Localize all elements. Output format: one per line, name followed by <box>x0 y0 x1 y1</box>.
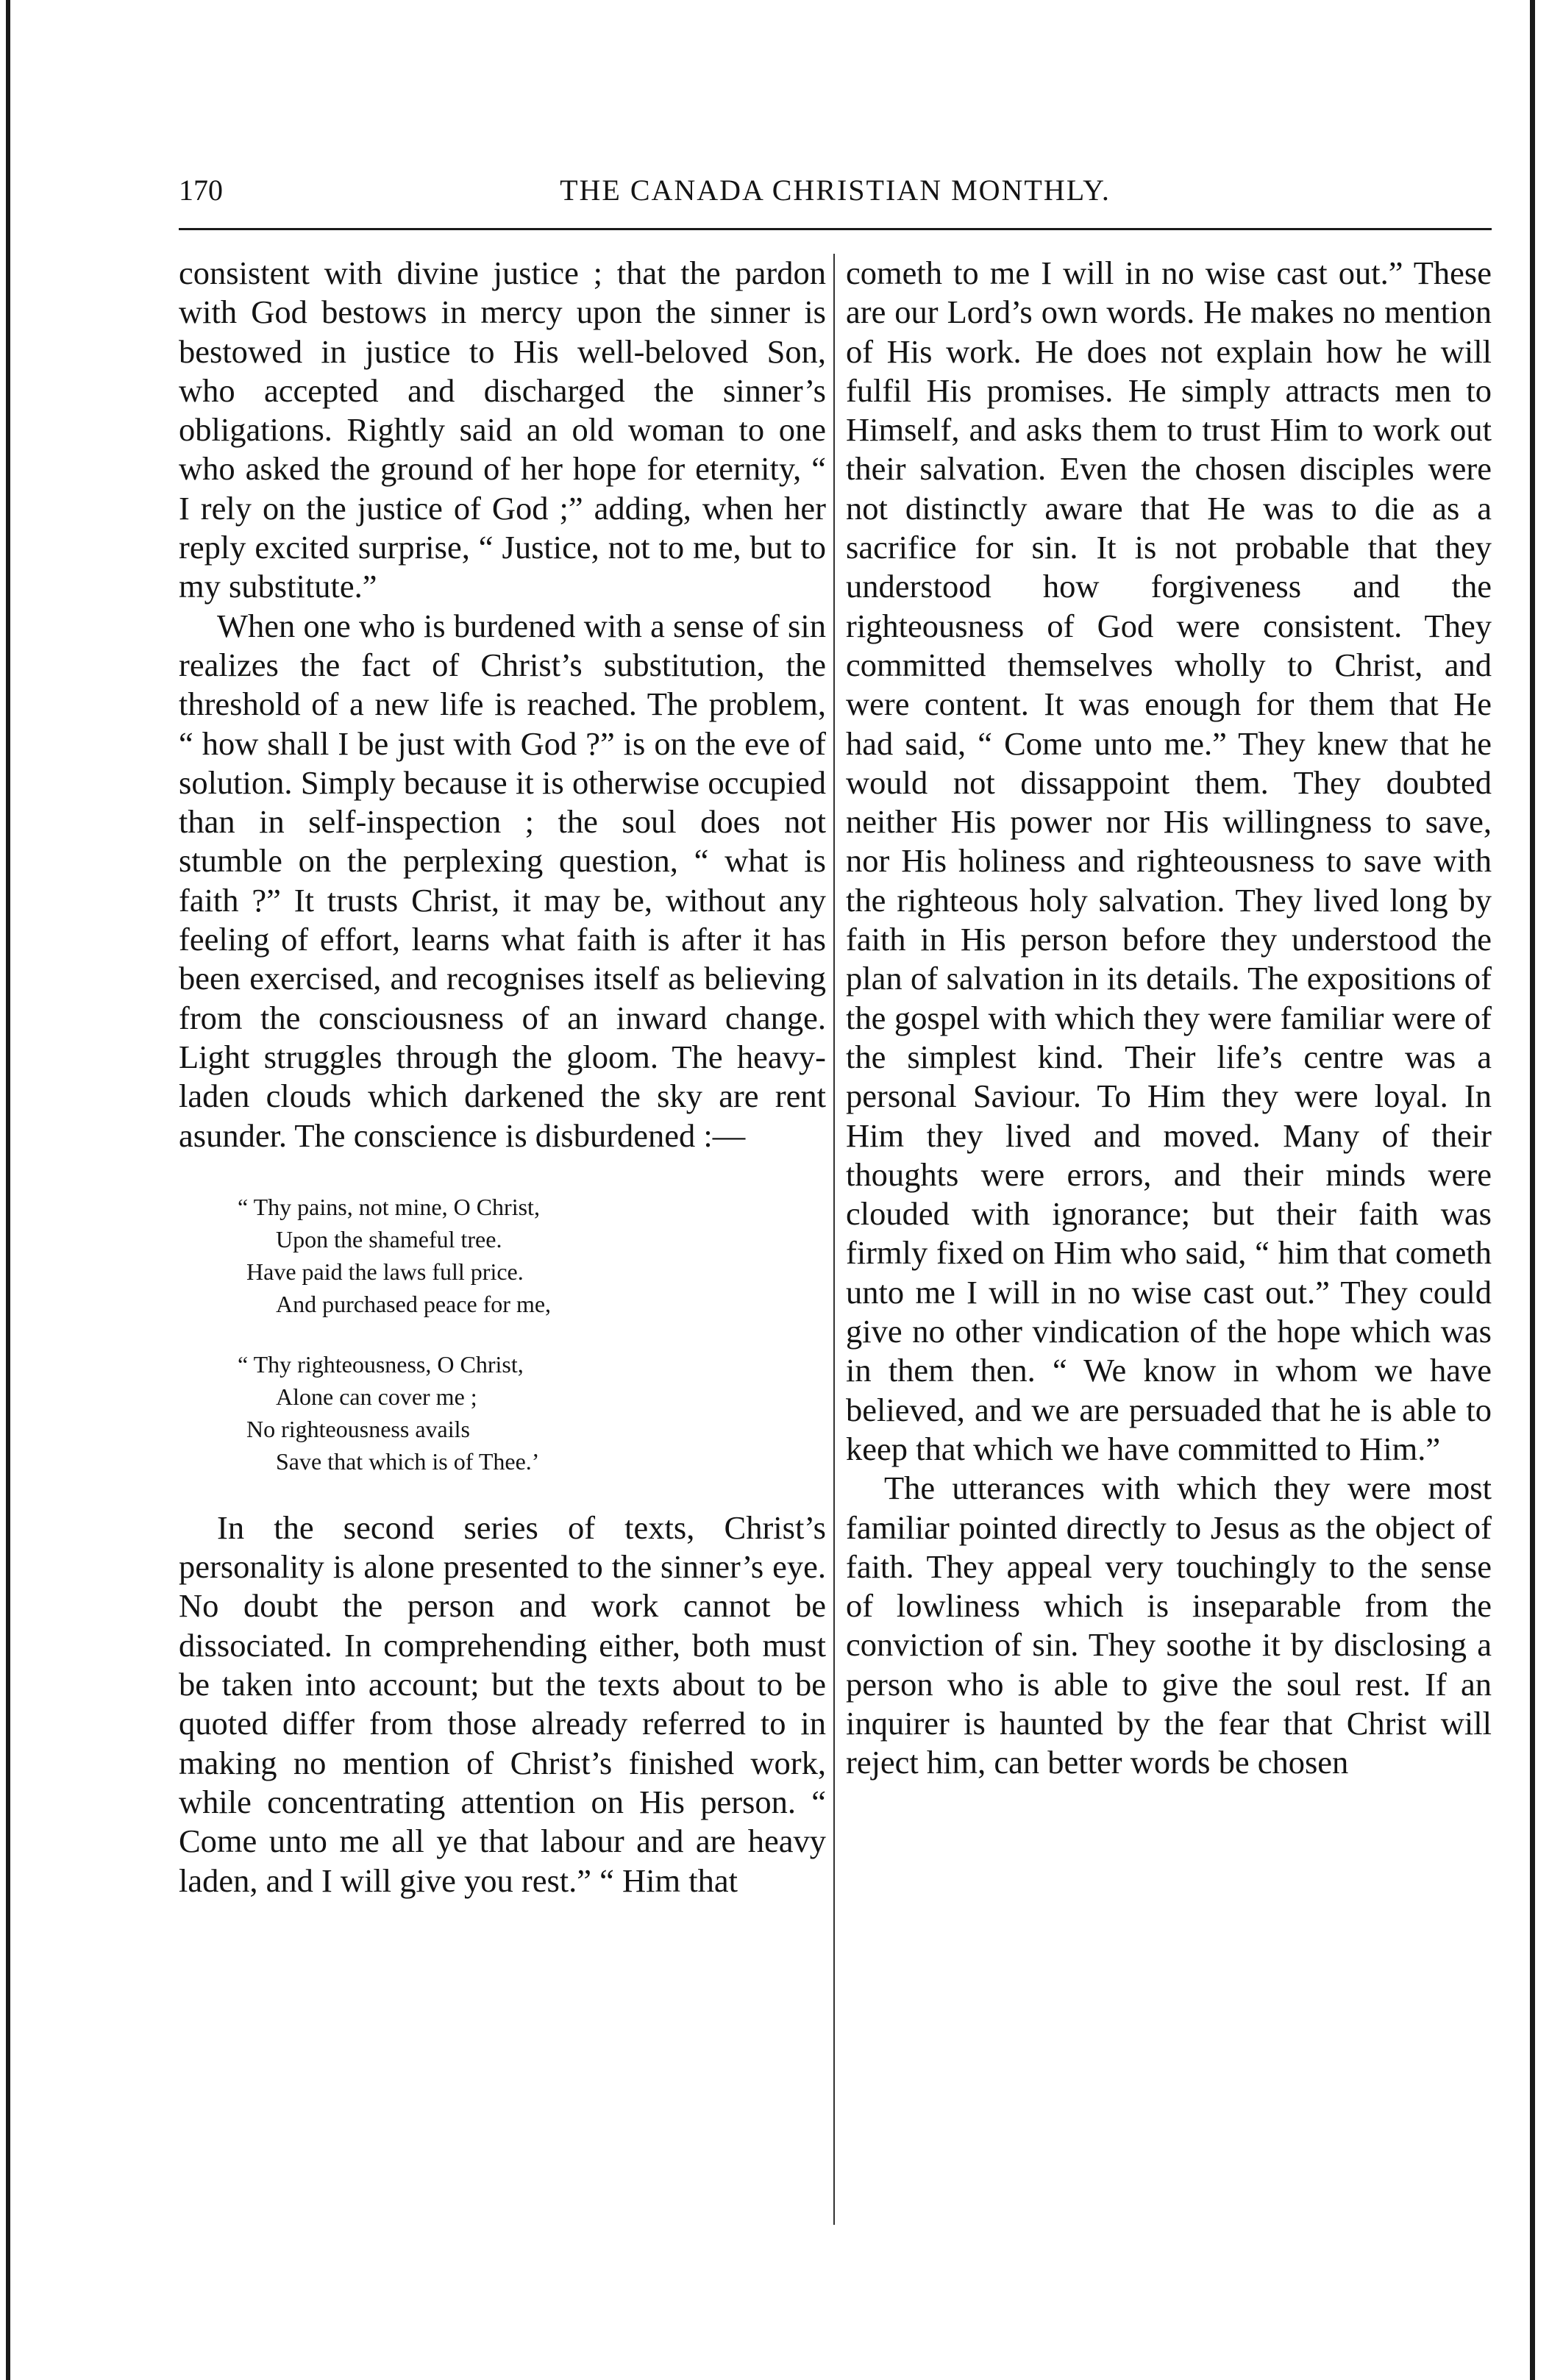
poem-line: “ Thy pains, not mine, O Christ, <box>238 1193 540 1220</box>
poem-line: “ Thy righteousness, O Christ, <box>238 1350 524 1378</box>
left-paragraph-1: consistent with divine justice ; that the pardon with God bestows in mercy upon the sinner is bestowed in justice to His well-beloved Son, who accepted and discharged the sinner’s obligations. Rightly said an old woman to one who asked the ground of her hope for eternity, “ I rely on the justice of God ;” adding, when her reply excited surprise, “ Justice, not to me, but to my substitute.” <box>179 254 826 605</box>
poem-line: Upon the shameful tree. <box>276 1225 502 1253</box>
left-paragraph-2: When one who is burdened with a sense of sin realizes the fact of Christ’s substitution, the threshold of a new life is reached. The problem, “ how shall I be just with God ?” is on the eve of solution. Simply because it is otherwise occupied than in self-inspection ; the soul does not stumble on the perplexing question, “ what is faith ?” It trusts Christ, it may be, without any feeling of effort, learns what faith is after it has been exercised, and recognises itself as believing from the consciousness of an inward change. Light struggles through the gloom. The heavy-laden clouds which darkened the sky are rent asunder. The conscience is disburdened :— <box>179 607 826 1154</box>
poem-line: Save that which is of Thee.’ <box>276 1447 540 1475</box>
poem-line: And purchased peace for me, <box>276 1290 552 1317</box>
left-column <box>179 254 826 1900</box>
right-paragraph-1: cometh to me I will in no wise cast out.” These are our Lord’s own words. He makes no mention of His work. He does not explain how he will fulfil His promises. He simply attracts men to Himself, and asks them to trust Him to work out their salvation. Even the chosen disciples were not distinctly aware that He was to die as a sacrifice for sin. It is not probable that they understood how forgiveness and the righteousness of God were consistent. They committed themselves wholly to Christ, and were content. It was enough for them that He had said, “ Come unto me.” They knew that he would not dissappoint them. They doubted neither His power nor His willingness to save, nor His holiness and righteousness to save with the righteous holy salvation. They lived long by faith in His person before they understood the plan of salvation in its details. The expositions of the gospel with which they were familiar were of the simplest kind. Their life’s centre was a personal Saviour. To Him they were loyal. In Him they lived and moved. Many of their thoughts were errors, and their minds were clouded with ignorance; but their faith was firmly fixed on Him who said, “ him that cometh unto me I will in no wise cast out.” They could give no other vindication of the hope which was in them then. “ We know in whom we have believed, and we are persuaded that he is able to keep that which we have committed to Him.” <box>846 254 1492 1467</box>
running-title: THE CANADA CHRISTIAN MONTHLY. <box>560 174 1111 207</box>
page-edge-right <box>1530 0 1535 2380</box>
poem-line: Have paid the laws full price. <box>246 1258 524 1285</box>
poem-line: No righteousness avails <box>246 1415 470 1442</box>
page-number: 170 <box>179 174 223 207</box>
right-paragraph-2: The utterances with which they were most familiar pointed directly to Jesus as the object of faith. They appeal very touchingly to the sense of lowliness which is inseparable from the conviction of sin. They soothe it by disclosing a person who is able to give the soul rest. If an inquirer is haunted by the fear that Christ will reject him, can better words be chosen <box>846 1469 1492 1781</box>
page-edge-left <box>6 0 10 2380</box>
poem-stanza-1 <box>179 1191 826 1320</box>
left-paragraph-3: In the second series of texts, Christ’s personality is alone presented to the sinner’s eye. No doubt the person and work cannot be dissociated. In comprehending either, both must be taken into account; but the texts about to be quoted differ from those already referred to in making no mention of Christ’s finished work, while concentrating attention on His person. “ Come unto me all ye that labour and are heavy laden, and I will give you rest.” “ Him that <box>179 1508 826 1899</box>
poem-stanza-2 <box>179 1348 826 1478</box>
page-header <box>179 173 1492 217</box>
poem <box>179 1191 826 1478</box>
poem-line: Alone can cover me ; <box>276 1383 477 1410</box>
right-column <box>846 254 1492 1783</box>
header-rule <box>179 228 1492 230</box>
column-divider <box>833 254 835 2225</box>
